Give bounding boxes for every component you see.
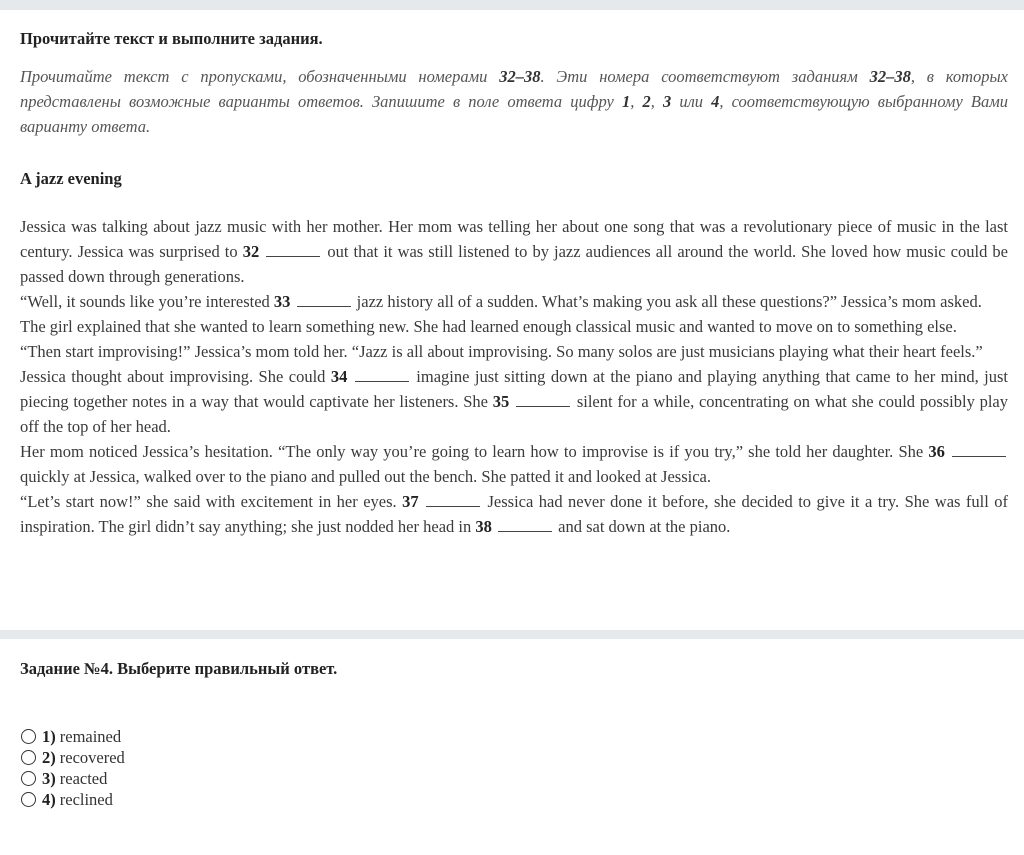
gap-blank bbox=[297, 292, 351, 307]
radio-button[interactable] bbox=[21, 792, 36, 807]
gap-blank bbox=[498, 517, 552, 532]
radio-button[interactable] bbox=[21, 729, 36, 744]
answer-option-1[interactable] bbox=[21, 726, 125, 747]
section-divider-bar bbox=[0, 630, 1024, 639]
gap-blank bbox=[426, 492, 480, 507]
paragraph: The girl explained that she wanted to learn something new. She had learned enough classical music and wanted to move on to something else. bbox=[20, 317, 957, 336]
answer-option-3[interactable] bbox=[21, 768, 125, 789]
gap-number: 35 bbox=[492, 392, 510, 411]
paragraph: “Then start improvising!” Jessica’s mom told her. “Jazz is all about improvising. So many solos are just musicians playing what their heart feels.” bbox=[20, 342, 983, 361]
gap-number: 33 bbox=[273, 292, 291, 311]
gap-blank bbox=[355, 367, 409, 382]
option-number: 4) bbox=[42, 789, 56, 809]
top-divider-bar bbox=[0, 0, 1024, 10]
option-number: 1) bbox=[42, 726, 56, 746]
answer-options bbox=[21, 726, 125, 810]
instructions: Прочитайте текст с пропусками, обозначенными номерами 32–38. Эти номера соответствуют заданиям 32–38, в которых представлены возможные варианты ответов. Запишите в поле ответа цифру 1, 2, 3 или 4, соответствующую выбранному Вами варианту ответа. bbox=[20, 67, 1009, 136]
passage-text bbox=[20, 214, 1008, 539]
passage-title: A jazz evening bbox=[20, 169, 122, 188]
question-title: Задание №4. Выберите правильный ответ. bbox=[20, 659, 338, 678]
option-number: 2) bbox=[42, 747, 56, 767]
gap-number: 38 bbox=[475, 517, 492, 536]
option-label: reacted bbox=[59, 768, 108, 788]
paragraph: Jessica thought about improvising. She could 34 imagine just sitting down at the piano and playing anything that came to her mind, just piecing together notes in a way that would captivate her listeners. She 35 silent for a while, concentrating on what she could possibly play off the top of her head. bbox=[20, 367, 1009, 436]
option-label: reclined bbox=[59, 789, 113, 809]
gap-blank bbox=[266, 242, 320, 257]
paragraph: “Well, it sounds like you’re interested 33 jazz history all of a sudden. What’s making you ask all these questions?” Jessica’s mom asked. bbox=[20, 292, 982, 311]
paragraph: Her mom noticed Jessica’s hesitation. “The only way you’re going to learn how to improvise is if you try,” she told her daughter. She 36 quickly at Jessica, walked over to the piano and pulled out the bench. She patted it and looked at Jessica. bbox=[20, 439, 1008, 489]
paragraph: Jessica was talking about jazz music with her mother. Her mom was telling her about one song that was a revolutionary piece of music in the last century. Jessica was surprised to 32 out that it was still listened to by jazz audiences all around the world. She loved how music could be passed down through generations. bbox=[20, 217, 1008, 286]
gap-blank bbox=[952, 442, 1006, 457]
option-label: recovered bbox=[59, 747, 125, 767]
radio-button[interactable] bbox=[21, 771, 36, 786]
radio-button[interactable] bbox=[21, 750, 36, 765]
gap-number: 34 bbox=[330, 367, 348, 386]
gap-number: 32 bbox=[242, 242, 260, 261]
task-heading: Прочитайте текст и выполните задания. bbox=[20, 29, 323, 48]
option-number: 3) bbox=[42, 768, 56, 788]
gap-blank bbox=[516, 392, 570, 407]
answer-option-4[interactable] bbox=[21, 789, 125, 810]
answer-option-2[interactable] bbox=[21, 747, 125, 768]
gap-number: 36 bbox=[928, 442, 945, 461]
paragraph: “Let’s start now!” she said with excitement in her eyes. 37 Jessica had never done it before, she decided to give it a try. She was full of inspiration. The girl didn’t say anything; she just nodded her head in 38 and sat down at the piano. bbox=[20, 492, 1008, 536]
option-label: remained bbox=[59, 726, 122, 746]
gap-number: 37 bbox=[402, 492, 419, 511]
